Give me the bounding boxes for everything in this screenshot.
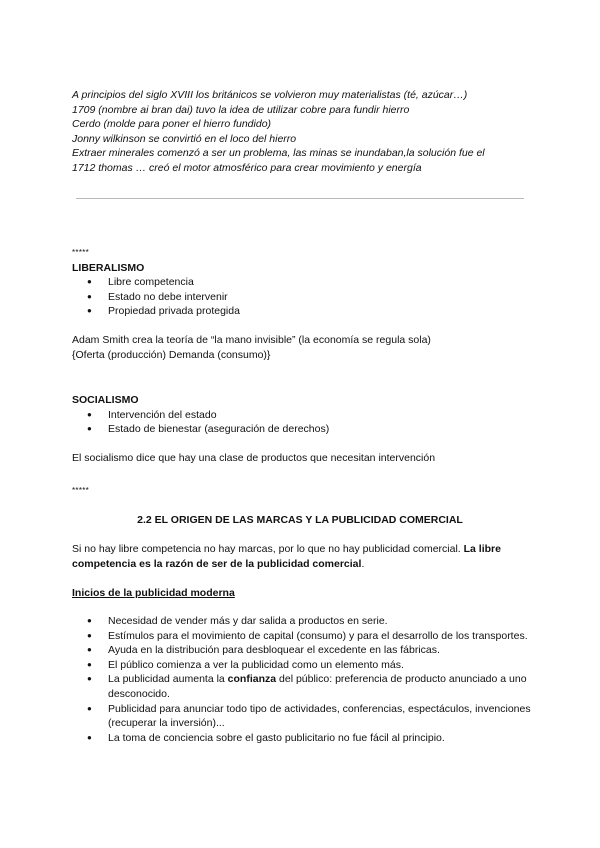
list-item: ● El público comienza a ver la publicidad como un elemento más. bbox=[72, 658, 532, 673]
socialismo-section bbox=[72, 393, 542, 465]
oferta-demanda-note: {Oferta (producción) Demanda (consumo)} bbox=[72, 348, 271, 361]
intro-line: Jonny wilkinson se convirtió en el loco del hierro bbox=[72, 132, 297, 145]
paragraph-text: Si no hay libre competencia no hay marcas, por lo que no hay publicidad comercial. bbox=[72, 543, 464, 555]
publicidad-list bbox=[72, 614, 532, 745]
intro-line: 1712 thomas … creó el motor atmosférico para crear movimiento y energía bbox=[72, 161, 422, 174]
liberalismo-heading: LIBERALISMO bbox=[72, 261, 145, 274]
item-text: La publicidad aumenta la bbox=[108, 673, 228, 686]
list-item bbox=[72, 672, 532, 701]
socialismo-heading: SOCIALISMO bbox=[72, 394, 139, 406]
liberalismo-list bbox=[72, 275, 542, 319]
list-item: ● Estado de bienestar (aseguración de derechos) bbox=[72, 422, 542, 437]
list-item: ● Ayuda en la distribución para desbloquear el excedente en las fábricas. bbox=[72, 643, 532, 658]
list-item: ● Propiedad privada protegida bbox=[72, 304, 542, 319]
list-item: ● Estímulos para el movimiento de capital (consumo) y para el desarrollo de los transportes. bbox=[72, 629, 532, 644]
socialismo-note: El socialismo dice que hay una clase de productos que necesitan intervención bbox=[72, 451, 436, 464]
separator-stars: ***** bbox=[72, 248, 90, 257]
separator-stars: ***** bbox=[72, 486, 90, 495]
subheading: Inicios de la publicidad moderna bbox=[72, 587, 235, 599]
horizontal-divider bbox=[76, 198, 524, 199]
intro-line: Extraer minerales comenzó a ser un problema, las minas se inundaban,la solución fue el bbox=[72, 147, 485, 160]
intro-paragraph bbox=[72, 542, 534, 571]
list-item: ● La toma de conciencia sobre el gasto publicitario no fue fácil al principio. bbox=[72, 731, 532, 746]
list-item: ● Necesidad de vender más y dar salida a productos en serie. bbox=[72, 614, 532, 629]
item-text: del público: preferencia de producto anunciado a uno desconocido. bbox=[108, 673, 527, 700]
list-item: ● Publicidad para anunciar todo tipo de actividades, conferencias, espectáculos, invenciones (recuperar la inversión)... bbox=[72, 702, 532, 731]
paragraph-bold-text: La libre competencia es la razón de ser de la publicidad comercial bbox=[72, 543, 501, 570]
item-bold-text: confianza bbox=[227, 673, 277, 686]
intro-notes bbox=[72, 88, 485, 176]
list-item: ● Estado no debe intervenir bbox=[72, 290, 542, 305]
socialismo-list bbox=[72, 408, 542, 437]
section-title: 2.2 EL ORIGEN DE LAS MARCAS Y LA PUBLICIDAD COMERCIAL bbox=[137, 514, 463, 526]
intro-line: A principios del siglo XVIII los británicos se volvieron muy materialistas (té, azúcar…) bbox=[72, 89, 468, 101]
paragraph-end: . bbox=[361, 557, 365, 570]
adam-smith-note: Adam Smith crea la teoría de “la mano invisible” (la economía se regula sola) bbox=[72, 333, 431, 346]
list-item: ● Intervención del estado bbox=[72, 408, 542, 423]
intro-line: Cerdo (molde para poner el hierro fundido) bbox=[72, 118, 272, 131]
liberalismo-section bbox=[72, 246, 542, 362]
intro-line: 1709 (nombre ai bran dai) tuvo la idea de utilizar cobre para fundir hierro bbox=[72, 103, 410, 116]
list-item: ● Libre competencia bbox=[72, 275, 542, 290]
